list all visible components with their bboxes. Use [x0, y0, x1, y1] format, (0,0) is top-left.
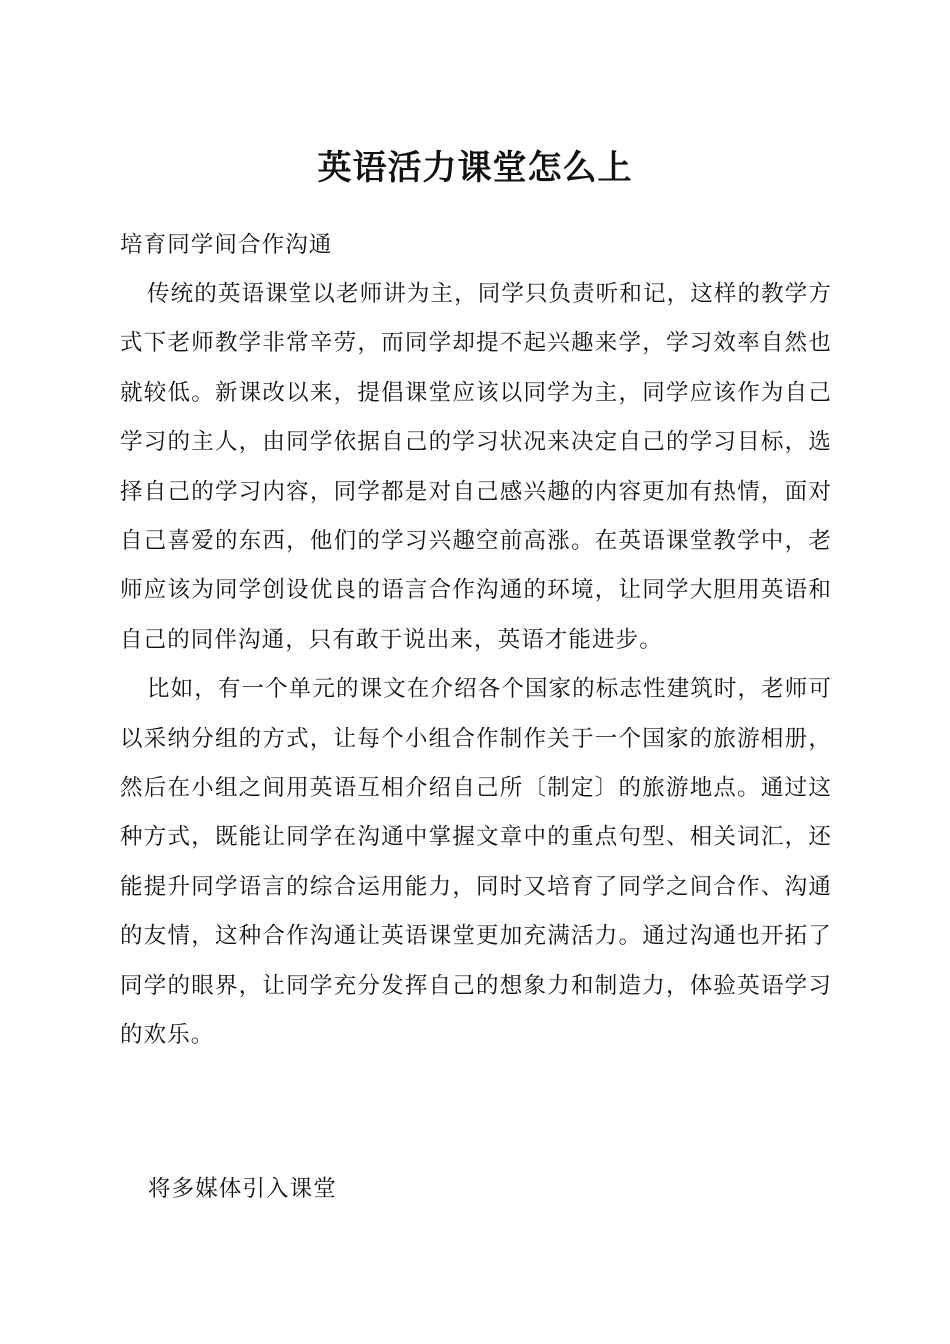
- section-2-heading: 将多媒体引入课堂: [148, 1176, 337, 1202]
- section-1-body: [120, 270, 832, 1061]
- paragraph-2: 比如，有一个单元的课文在介绍各个国家的标志性建筑时，老师可以采纳分组的方式，让每个小组合作制作关于一个国家的旅游相册，然后在小组之间用英语互相介绍自己所〔制定〕的旅游地点。通过这种方式，既能让同学在沟通中掌握文章中的重点句型、相关词汇，还能提升同学语言的综合运用能力，同时又培育了同学之间合作、沟通的友情，这种合作沟通让英语课堂更加充满活力。通过沟通也开拓了同学的眼界，让同学充分发挥自己的想象力和制造力，体验英语学习的欢乐。: [120, 676, 832, 1049]
- paragraph-1: 传统的英语课堂以老师讲为主，同学只负责听和记，这样的教学方式下老师教学非常辛劳，而同学却提不起兴趣来学，学习效率自然也就较低。新课改以来，提倡课堂应该以同学为主，同学应该作为自己学习的主人，由同学依据自己的学习状况来决定自己的学习目标，选择自己的学习内容，同学都是对自己感兴趣的内容更加有热情，面对自己喜爱的东西，他们的学习兴趣空前高涨。在英语课堂教学中，老师应该为同学创设优良的语言合作沟通的环境，让同学大胆用英语和自己的同伴沟通，只有敢于说出来，英语才能进步。: [120, 281, 832, 653]
- section-1-heading-wrap: [120, 221, 832, 270]
- document-title: 英语活力课堂怎么上: [317, 148, 633, 188]
- section-1-heading: 培育同学间合作沟通: [120, 232, 333, 258]
